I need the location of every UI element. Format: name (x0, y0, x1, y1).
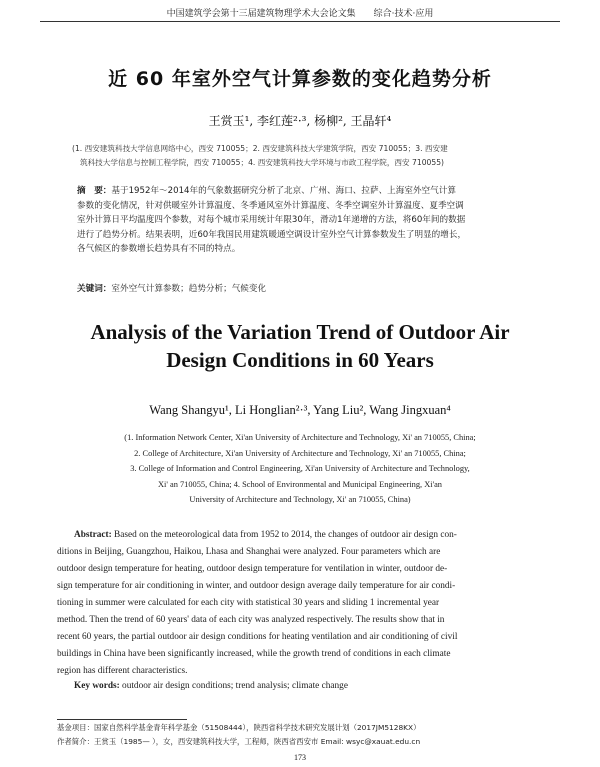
cn-authors: 王赏玉¹, 李红莲²·³, 杨柳², 王晶轩⁴ (208, 114, 392, 128)
cn-abstract (77, 184, 547, 257)
running-header: 中国建筑学会第十三届建筑物理学术大会论文集 综合·技术·应用 (166, 9, 434, 19)
cn-title: 近 60 年室外空气计算参数的变化趋势分析 (108, 68, 492, 90)
cn-affiliation-1: (1. 西安建筑科技大学信息网络中心，西安 710055；2. 西安建筑科技大学建筑学院，西安 710055；3. 西安建 (72, 144, 448, 153)
cn-keywords (77, 282, 266, 297)
en-affiliation-line: Xi' an 710055, China; 4. School of Environmental and Municipal Engineering, Xi'an (158, 479, 442, 489)
cn-abstract-label: 摘 要： (77, 186, 112, 196)
cn-abstract-line: 参数的变化情况，针对供暖室外计算温度、冬季通风室外计算温度、冬季空调室外计算温度、夏季空调 (77, 200, 464, 211)
cn-abstract-line: 各气候区的参数增长趋势具有不同的特点。 (77, 244, 241, 254)
en-abstract-line: Abstract: Based on the meteorological data from 1952 to 2014, the changes of outdoor air design con- (74, 530, 457, 540)
en-keywords (74, 681, 348, 691)
cn-keywords-label: 关键词： (77, 284, 112, 294)
page-number: 173 (294, 753, 306, 762)
en-affiliation-line: 2. College of Architecture, Xi'an University of Architecture and Technology, Xi' an 710055, China; (134, 448, 466, 458)
en-abstract-line: sign temperature for air conditioning in winter, and outdoor design average daily temperature for air condi- (57, 581, 456, 591)
en-title-line-2: Design Conditions in 60 Years (166, 348, 434, 372)
footnote-author: 作者简介：王赏玉（1985— ），女，西安建筑科技大学，工程师，陕西省西安市 Email: wsyc@xauat.edu.cn (57, 737, 421, 746)
en-abstract-line: ditions in Beijing, Guangzhou, Haikou, Lhasa and Shanghai were analyzed. Four parameters which are (57, 547, 441, 557)
en-title (0, 318, 600, 374)
footnote-rule (57, 719, 187, 720)
en-abstract-line: method. Then the trend of 60 years' data of each city was analyzed respectively. The results show that in (57, 615, 445, 625)
en-abstract-line: buildings in China have been significantly increased, while the growth trend of conditions in each climate (57, 649, 451, 659)
en-affiliation-line: University of Architecture and Technology, Xi' an 710055, China) (189, 495, 411, 504)
cn-abstract-line: 室外计算日平均温度四个参数，对每个城市采用统计年限30年，滑动1年递增的方法，将60年间的数据 (77, 215, 466, 225)
en-abstract-line: region has different characteristics. (57, 666, 188, 676)
cn-keywords-text: 室外空气计算参数；趋势分析；气候变化 (111, 284, 267, 294)
en-authors: Wang Shangyu¹, Li Honglian²·³, Yang Liu², Wang Jingxuan⁴ (149, 403, 451, 417)
en-title-line-1: Analysis of the Variation Trend of Outdoor Air (90, 320, 510, 344)
en-abstract-line: tioning in summer were calculated for each city with statistical 30 years and sliding 1 incremental year (57, 598, 440, 608)
en-keywords-text: outdoor air design conditions; trend analysis; climate change (122, 681, 348, 691)
en-affiliation-line: 3. College of Information and Control Engineering, Xi'an University of Architecture and Technology, (130, 464, 470, 473)
cn-abstract-line: 摘 要：基于1952年～2014年的气象数据研究分析了北京、广州、海口、拉萨、上海室外空气计算 (77, 186, 456, 196)
en-affiliations (60, 430, 540, 508)
footnote-fund: 基金项目：国家自然科学基金青年科学基金（51508444），陕西省科学技术研究发展计划（2017JM5128KX） (57, 723, 421, 732)
en-affiliation-line: (1. Information Network Center, Xi'an University of Architecture and Technology, Xi' an 710055, China; (124, 433, 476, 442)
en-abstract-line: outdoor design temperature for heating, outdoor design temperature for ventilation in winter, outdoor de- (57, 564, 448, 574)
en-abstract-label: Abstract: (74, 530, 112, 540)
cn-abstract-line: 进行了趋势分析。结果表明，近60年我国民用建筑暖通空调设计室外空气计算参数发生了明显的增长， (77, 229, 467, 240)
en-abstract (57, 527, 552, 680)
en-keywords-label: Key words: (74, 681, 120, 691)
en-abstract-line: recent 60 years, the partial outdoor air design conditions for heating ventilation and air conditioning of civil (57, 632, 458, 642)
header-rule (40, 21, 560, 22)
cn-affiliation-2: 筑科技大学信息与控制工程学院，西安 710055；4. 西安建筑科技大学环境与市政工程学院，西安 710055) (80, 158, 444, 167)
